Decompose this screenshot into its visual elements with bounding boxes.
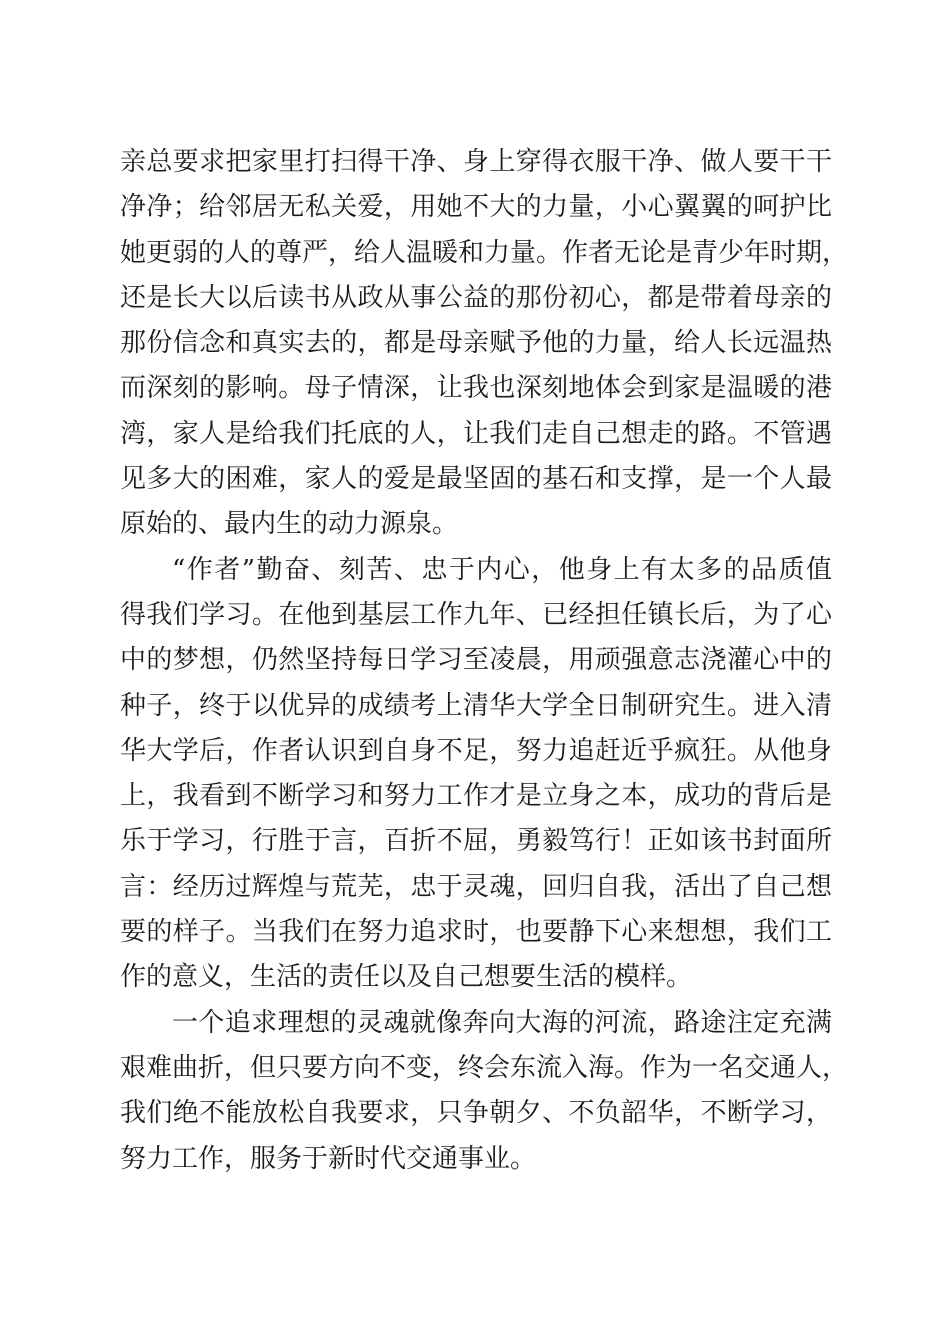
text-line: 还是长大以后读书从政从事公益的那份初心，都是带着母亲的	[120, 282, 832, 313]
document-body	[120, 140, 849, 1182]
text-line: 言：经历过辉煌与荒芜，忠于灵魂，回归自我，活出了自己想	[120, 871, 832, 902]
text-line: 上，我看到不断学习和努力工作才是立身之本，成功的背后是	[120, 781, 832, 812]
text-line: 我们绝不能放松自我要求，只争朝夕、不负韶华，不断学习，	[120, 1098, 832, 1129]
text-line: 种子，终于以优异的成绩考上清华大学全日制研究生。进入清	[120, 690, 832, 721]
text-line: 艰难曲折，但只要方向不变，终会东流入海。作为一名交通人，	[120, 1052, 849, 1083]
text-line: 要的样子。当我们在努力追求时，也要静下心来想想，我们工	[120, 917, 832, 948]
text-line: “作者”勤奋、刻苦、忠于内心，他身上有太多的品质值	[172, 554, 832, 585]
text-line: 乐于学习，行胜于言，百折不屈，勇毅笃行！正如该书封面所	[120, 826, 832, 857]
text-line: 作的意义，生活的责任以及自己想要生活的模样。	[120, 962, 693, 993]
text-line: 中的梦想，仍然坚持每日学习至凌晨，用顽强意志浇灌心中的	[120, 645, 832, 676]
text-line: 一个追求理想的灵魂就像奔向大海的河流，路途注定充满	[172, 1007, 832, 1038]
text-line: 湾，家人是给我们托底的人，让我们走自己想走的路。不管遇	[120, 418, 832, 449]
text-line: 亲总要求把家里打扫得干净、身上穿得衣服干净、做人要干干	[120, 147, 832, 177]
text-line: 净净；给邻居无私关爱，用她不大的力量，小心翼翼的呵护比	[120, 192, 832, 223]
text-line: 华大学后，作者认识到自身不足，努力追赶近乎疯狂。从他身	[120, 735, 832, 766]
text-line: 而深刻的影响。母子情深，让我也深刻地体会到家是温暖的港	[120, 373, 832, 404]
text-line: 得我们学习。在他到基层工作九年、已经担任镇长后，为了心	[120, 599, 832, 630]
text-line: 那份信念和真实去的，都是母亲赋予他的力量，给人长远温热	[120, 328, 832, 359]
paragraph-3	[120, 1001, 849, 1182]
text-line: 原始的、最内生的动力源泉。	[120, 509, 459, 540]
text-line: 她更弱的人的尊严，给人温暖和力量。作者无论是青少年时期，	[120, 237, 849, 268]
paragraph-1	[120, 140, 849, 548]
text-line: 努力工作，服务于新时代交通事业。	[120, 1143, 537, 1174]
paragraph-2	[120, 548, 832, 1001]
text-line: 见多大的困难，家人的爱是最坚固的基石和支撑，是一个人最	[120, 464, 832, 495]
